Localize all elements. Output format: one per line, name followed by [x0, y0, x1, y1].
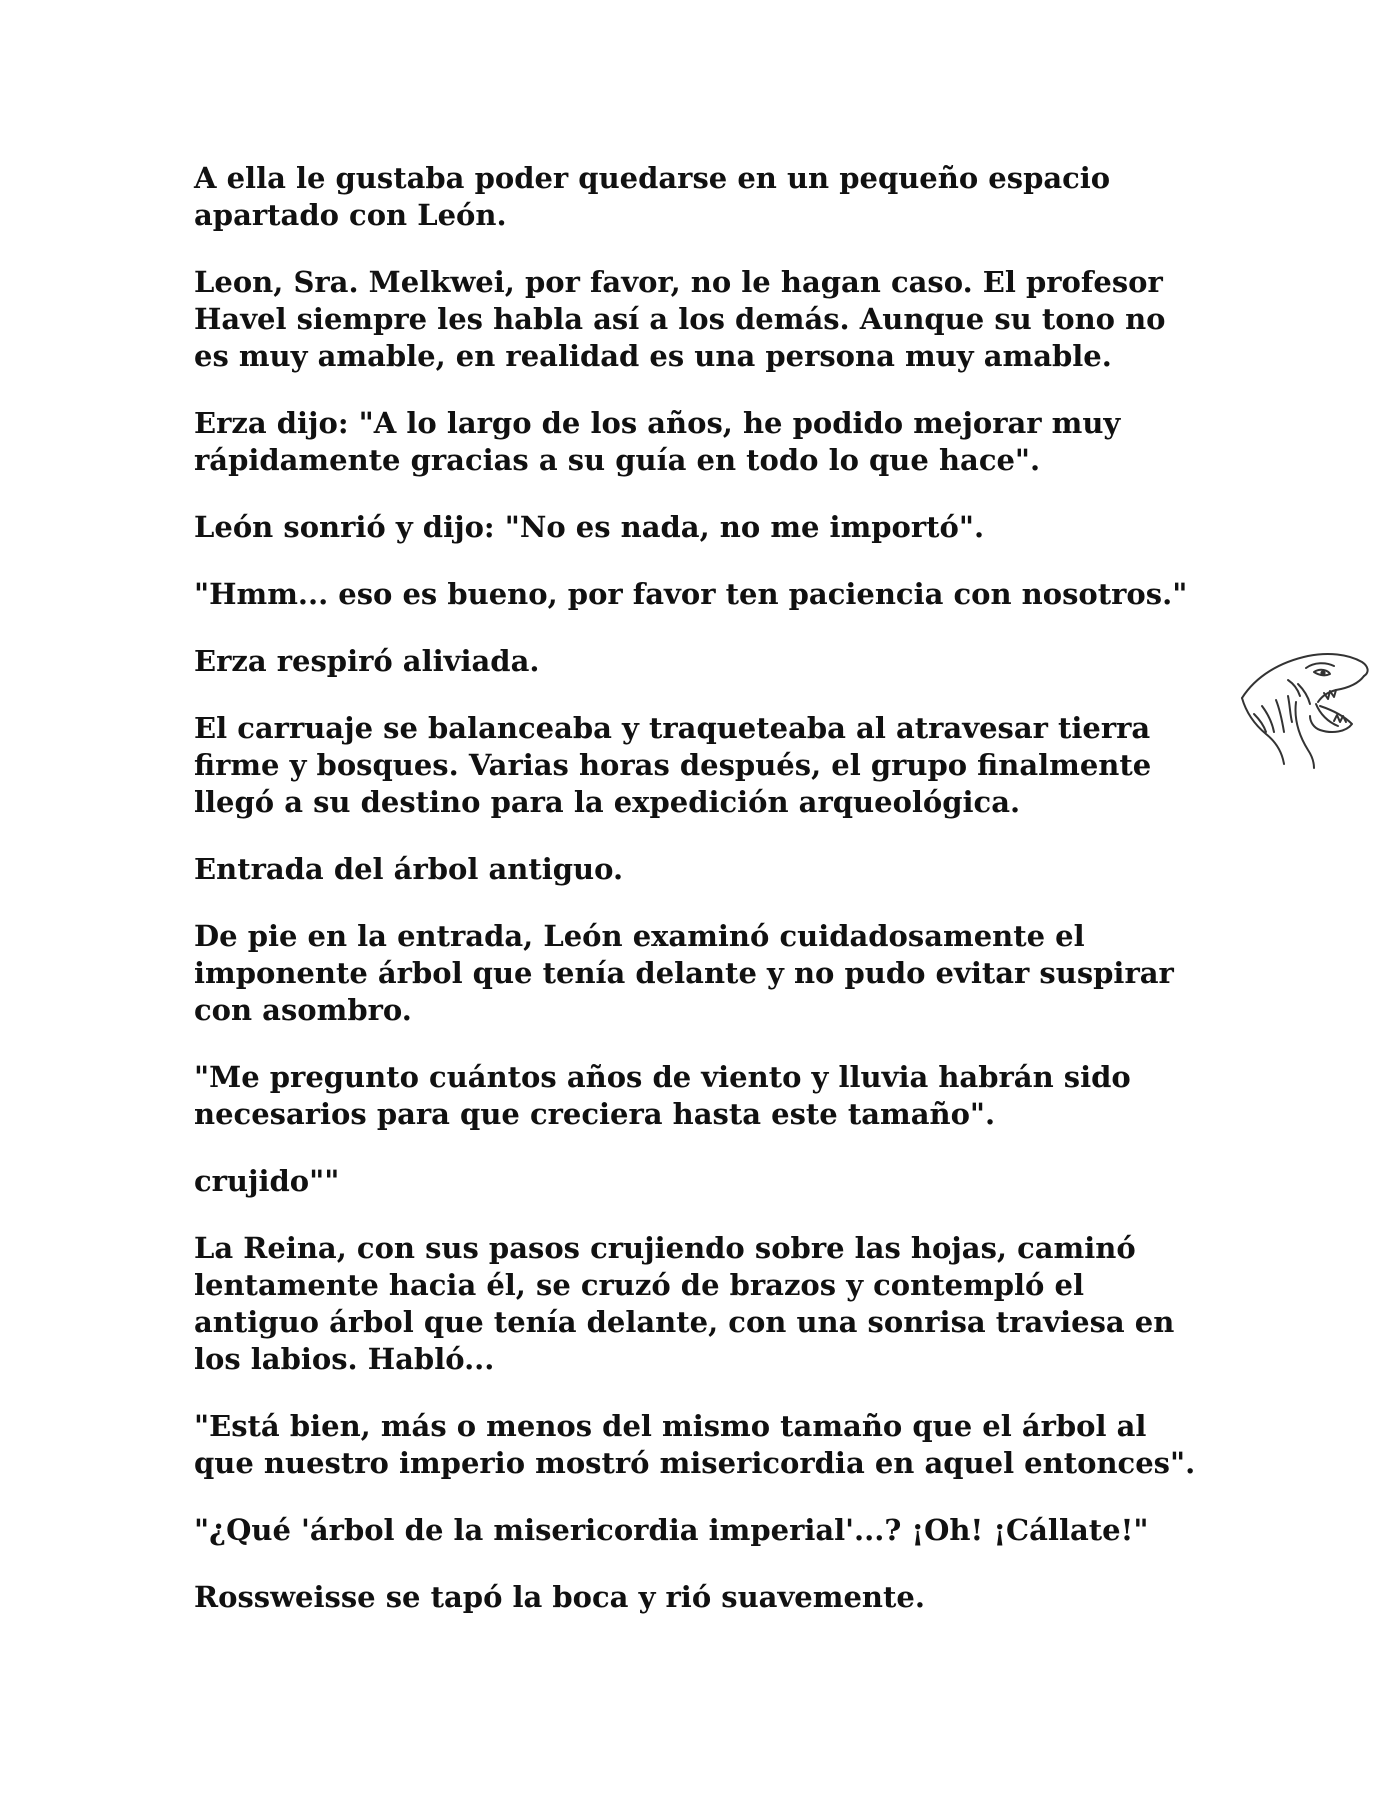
dinosaur-head-icon — [1236, 640, 1376, 770]
paragraph: "Está bien, más o menos del mismo tamaño que el árbol al que nuestro imperio mostró misericordia en aquel entonces". — [194, 1409, 1196, 1480]
paragraph: Entrada del árbol antiguo. — [194, 852, 624, 886]
paragraph: "Me pregunto cuántos años de viento y lluvia habrán sido necesarios para que creciera hasta este tamaño". — [194, 1060, 1131, 1131]
paragraph: Erza dijo: "A lo largo de los años, he podido mejorar muy rápidamente gracias a su guía en todo lo que hace". — [194, 406, 1121, 477]
paragraph: León sonrió y dijo: "No es nada, no me importó". — [194, 510, 985, 544]
paragraph: De pie en la entrada, León examinó cuidadosamente el imponente árbol que tenía delante y no pudo evitar suspirar con asombro. — [194, 919, 1174, 1027]
paragraph: Erza respiró aliviada. — [194, 644, 540, 678]
paragraph: Rossweisse se tapó la boca y rió suavemente. — [194, 1580, 925, 1614]
paragraph: La Reina, con sus pasos crujiendo sobre las hojas, caminó lentamente hacia él, se cruzó de brazos y contempló el antiguo árbol que tenía delante, con una sonrisa traviesa en los labios. Habló... — [194, 1231, 1175, 1376]
paragraph: "Hmm... eso es bueno, por favor ten paciencia con nosotros." — [194, 577, 1188, 611]
paragraph: A ella le gustaba poder quedarse en un pequeño espacio apartado con León. — [194, 161, 1111, 232]
paragraph: crujido"" — [194, 1164, 340, 1198]
paragraph: Leon, Sra. Melkwei, por favor, no le hagan caso. El profesor Havel siempre les habla así a los demás. Aunque su tono no es muy amable, en realidad es una persona muy amable. — [194, 265, 1166, 373]
text-column — [194, 160, 1204, 1646]
paragraph: "¿Qué 'árbol de la misericordia imperial'...? ¡Oh! ¡Cállate!" — [194, 1513, 1149, 1547]
paragraph: El carruaje se balanceaba y traqueteaba al atravesar tierra firme y bosques. Varias horas después, el grupo finalmente llegó a su destino para la expedición arqueológica. — [194, 711, 1152, 819]
